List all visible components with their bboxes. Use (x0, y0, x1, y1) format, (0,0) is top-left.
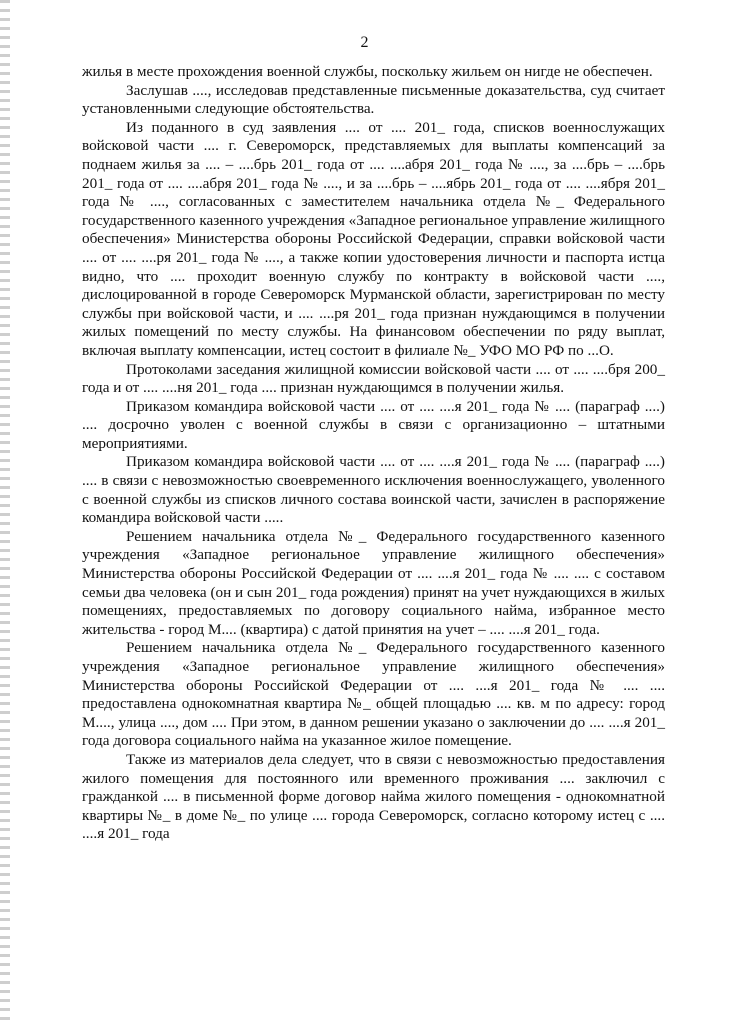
paragraph-apartment-decision: Решением начальника отдела №_ Федерального государственного казенного учреждения «Западное региональное управление жилищного обеспечения» Министерства обороны Российской Федерации от .... ....я 201_ года № .... .... предоставлена однокомнатная квартира №_ общей площадью .... кв. м по адресу: город М...., улица ...., дом .... При этом, в данном решении указано о заключении до .... ....я 201_ года договора социального найма на указанное жилое помещение. (82, 639, 665, 750)
paragraph-registration-decision: Решением начальника отдела №_ Федерального государственного казенного учреждения «Западное региональное управление жилищного обеспечения» Министерства обороны Российской Федерации от .... ....я 201_ года № .... .... с составом семьи два человека (он и сын 201_ года рождения) принят на учет нуждающихся в жилых помещениях, предоставляемых по договору социального найма, избранное место жительства - город М.... (квартира) с датой принятия на учет – .... ....я 201_ года. (82, 527, 665, 638)
paragraph-continuation: жилья в месте прохождения военной службы, поскольку жильем он нигде не обеспечен. (82, 63, 653, 80)
document-body (82, 63, 665, 844)
scan-border-artifact (0, 0, 10, 1024)
paragraph-lease-agreement: Также из материалов дела следует, что в связи с невозможностью предоставления жилого помещения для постоянного или временного проживания .... заключил с гражданкой .... в письменной форме договор найма жилого помещения - однокомнатной квартиры №_ в доме №_ по улице .... города Североморск, согласно которому истец с .... ....я 201_ года (82, 750, 665, 843)
paragraph-disposal-order: Приказом командира войсковой части .... от .... ....я 201_ года № .... (параграф ....) .... в связи с невозможностью своевременного исключения военнослужащего, уволенного с военной службы из списков личного состава воинской части, зачислен в распоряжение командира войсковой части ..... (82, 453, 665, 527)
page-number: 2 (360, 34, 369, 51)
paragraph-dismissal-order: Приказом командира войсковой части .... от .... ....я 201_ года № .... (параграф ....) .... досрочно уволен с военной службы в связи с организационно – штатными мероприятиями. (82, 397, 665, 452)
paragraph-application: Из поданного в суд заявления .... от .... 201_ года, списков военнослужащих войсковой части .... г. Североморск, представляемых для выплаты компенсаций за поднаем жилья за .... – ....брь 201_ года от .... ....абря 201_ года № ...., за ....брь – ....брь 201_ года от .... ....абря 201_ года № ...., и за ....брь – ....ябрь 201_ года от .... ....ября 201_ года № ...., согласованных с заместителем начальника отдела №_ Федерального государственного казенного учреждения «Западное региональное управление жилищного обеспечения» Министерства обороны Российской Федерации, справки войсковой части .... от .... ....ря 201_ года № ...., а также копии удостоверения личности и паспорта истца видно, что .... проходит военную службу по контракту в войсковой части ...., дислоцированной в городе Североморск Мурманской области, зарегистрирован по месту службы при войсковой части, и .... ....ря 201_ года признан нуждающимся в получении жилых помещений по месту службы. На финансовом обеспечении по ряду выплат, включая выплату компенсации, истец состоит в филиале №_ УФО МО РФ по ...О. (82, 118, 665, 359)
paragraph-hearing: Заслушав ...., исследовав представленные письменные доказательства, суд считает установленными следующие обстоятельства. (82, 81, 665, 118)
paragraph-protocols: Протоколами заседания жилищной комиссии войсковой части .... от .... ....бря 200_ года и от .... ....ня 201_ года .... признан нуждающимся в получении жилья. (82, 360, 665, 397)
